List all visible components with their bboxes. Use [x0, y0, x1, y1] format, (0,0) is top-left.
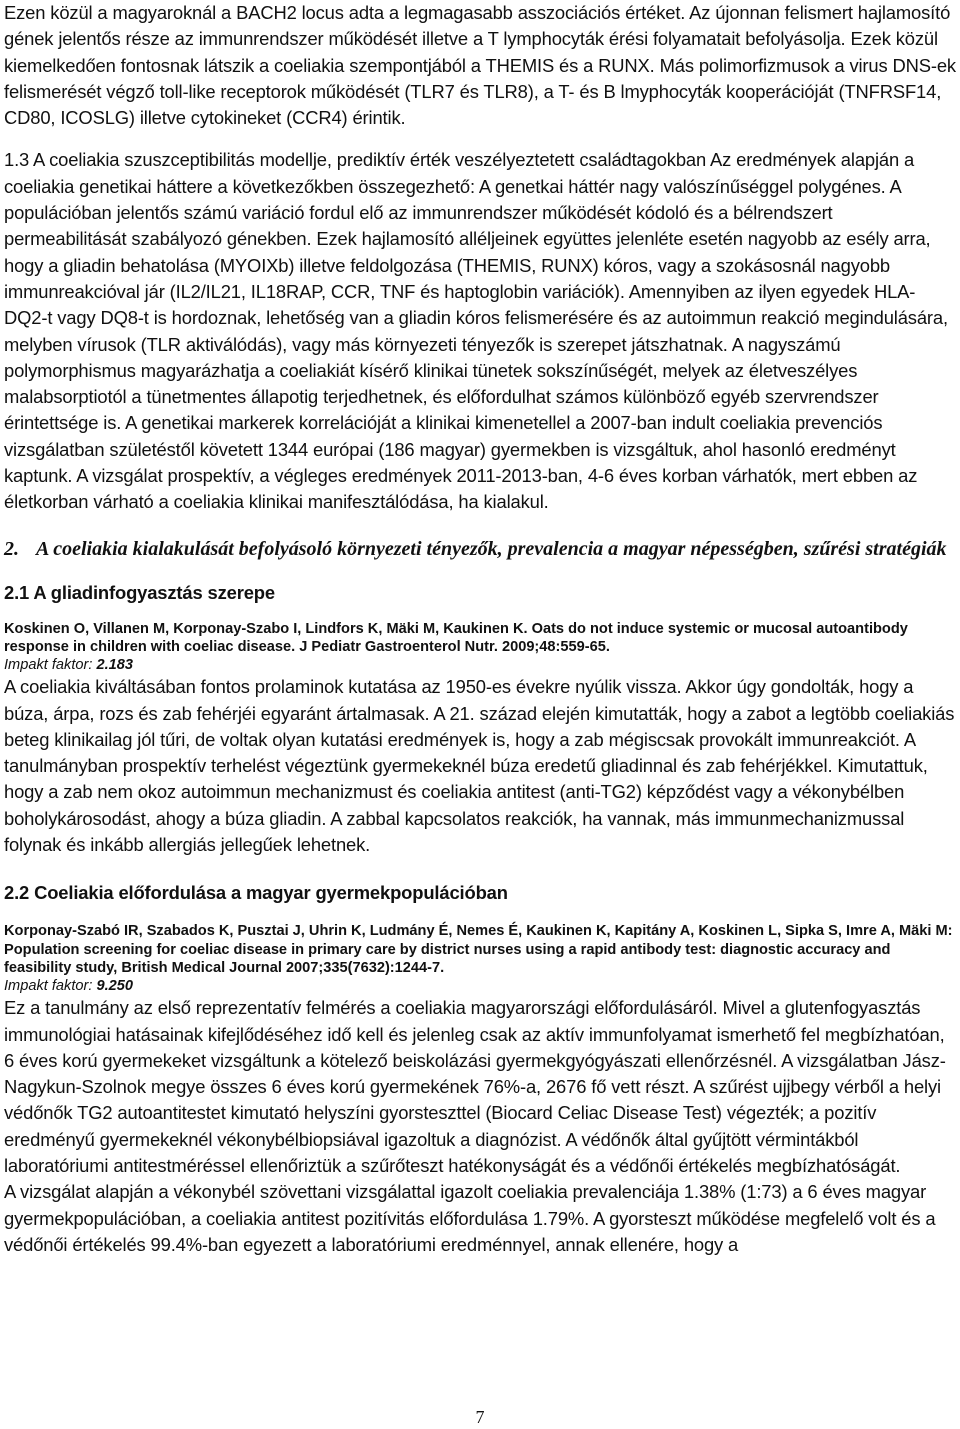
section-2-2-heading: 2.2 Coeliakia előfordulása a magyar gyermekpopulációban — [4, 882, 508, 904]
section-2-2-paragraph-1: Ez a tanulmány az első reprezentatív felmérés a coeliakia magyarországi előfordulásáról. Mivel a glutenfogyasztás immunológiai hatásainak kifejlődéséhez idő kell és jelenleg csak az aktív immunfolyamat ismerhető fel megbízhatóan, 6 éves korú gyermekeket vizsgáltunk a kötelező beiskolázási gyermekgyógyászati ellenőrzésnél. A vizsgálatban Jász-Nagykun-Szolnok megye összes 6 éves korú gyermekének 76%-a, 2676 fő vett részt. A szűrést ujjbegy vérből a helyi védőnők TG2 autoantitestet kimutató helyszíni gyorsteszttel (Biocard Celiac Disease Test) végezték; a pozitív eredményű gyermekeknél vékonybélbiopsiával igazoltuk a diagnózist. A védőnők által gyűjtött vérmintákból laboratóriumi antitestméréssel ellenőriztük a szűrőteszt hatékonyságát és a védőnői értékelés megbízhatóságát. — [4, 997, 946, 1176]
chapter-2-heading — [4, 534, 956, 564]
chapter-title: A coeliakia kialakulását befolyásoló környezeti tényezők, prevalencia a magyar népességben, szűrési stratégiák — [36, 537, 947, 560]
impact-factor-value: 9.250 — [96, 978, 133, 995]
section-2-1-paragraph: A coeliakia kiváltásában fontos prolaminok kutatása az 1950-es évekre nyúlik vissza. Akkor úgy gondolták, hogy a búza, árpa, rozs és zab fehérjéi egyaránt ártalmasak. A 21. század elején kimutatták, hogy a zabot a legtöbb coeliakiás beteg klinikailag jól tűri, de voltak olyan kutatási eredmények is, hogy a zab mégiscsak provokált immunreakciót. A tanulmányban prospektív terhelést végeztünk gyermekeknél búza eredetű gliadinnal és zab fehérjékkel. Kimutattuk, hogy a zab nem okoz autoimmun mechanizmust és coeliakia antitest (anti-TG2) képződést vagy a vékonybélben boholykárosodást, ahogy a búza gliadin. A zabbal kapcsolatos reakciók, ha vannak, más immunmechanizmussal folynak és inkább allergiás jellegűek lehetnek. — [4, 676, 955, 856]
intro-paragraph: Ezen közül a magyaroknál a BACH2 locus adta a legmagasabb asszociációs értéket. Az újonnan felismert hajlamosító gének jelentős része az immunrendszer működését illetve a T lymphocyták érési folyamatait befolyásolja. Ezek közül kiemelkedően fontosnak látszik a coeliakia szempontjából a THEMIS és a RUNX. Más polimorfizmusok a virus DNS-ek felismerését végző toll-like receptorok működését (TLR7 és TLR8), a T- és B lmyphocyták kooperációját (TNFRSF14, CD80, ICOSLG) illetve cytokineket (CCR4) érintik. — [4, 2, 956, 129]
impact-factor-label: Impakt faktor: — [4, 657, 97, 674]
section-1-3-paragraph: 1.3 A coeliakia szuszceptibilitás modellje, prediktív érték veszélyeztetett családtagokban Az eredmények alapján a coeliakia genetikai háttere a következőkben összegezhető: A genetkai háttér nagy valószínűséggel polygénes. A populációban jelentős számú variáció fordul elő az immunrendszer működését kódoló és a bélrendszert permeabilitását szabályozó génekben. Ezek hajlamosító alléljeinek együttes jelenléte esetén nagyobb az esély arra, hogy a gliadin behatolása (MYOIXb) illetve feldolgozása (THEMIS, RUNX) kóros, vagy a szokásosnál nagyobb immunreakcióval jár (IL2/IL21, IL18RAP, CCR, TNF és haptoglobin variációk). Amennyiben az ilyen egyedek HLA-DQ2-t vagy DQ8-t is hordoznak, lehetőség van a gliadin kóros felismerésére és az autoimmun reakció megindulására, melyben vírusok (TLR aktiválódás), vagy más környezeti tényezők is szerepet játszhatnak. A nagyszámú polymorphismus magyarázhatja a coeliakiát kísérő klinikai tünetek sokszínűségét, melyek az életveszélyes malabsorptiotól a tünetmentes állapotig terjedhetnek, és előfordulhat számos különböző egyéb szervrendszer érintettsége is. A genetikai markerek korrelációját a klinikai kimenetellel a 2007-ban indult coeliakia prevenciós vizsgálatban születéstől követett 1344 európai (186 magyar) gyermekben is vizsgáltuk, ahol hasonló eredményt kaptunk. A vizsgálat prospektív, a végleges eredmények 2011-2013-ban, 4-6 éves korban várhatók, mert ebben az életkorban várható a coeliakia klinikai manifesztálódása, ha kialakul. — [4, 149, 948, 513]
page-number: 7 — [475, 1407, 485, 1427]
impact-factor-value: 2.183 — [96, 657, 133, 674]
impact-factor-label: Impakt faktor: — [4, 978, 97, 995]
document-page — [4, 0, 956, 1258]
section-2-1-heading: 2.1 A gliadinfogyasztás szerepe — [4, 581, 275, 603]
section-2-2-citation: Korponay-Szabó IR, Szabados K, Pusztai J, Uhrin K, Ludmány É, Nemes É, Kaukinen K, Kapitány A, Koskinen L, Sipka S, Imre A, Mäki M: Population screening for coeliac disease in primary care by district nurses using a rapid antibody test: diagnostic accuracy and feasibility study, British Medical Journal 2007;335(7632):1244-7. — [4, 923, 953, 976]
chapter-number: 2. — [4, 537, 19, 560]
section-2-1-impact-factor — [4, 656, 956, 674]
section-2-2-impact-factor — [4, 977, 956, 995]
section-2-2-paragraph-2: A vizsgálat alapján a vékonybél szövettani vizsgálattal igazolt coeliakia prevalenciája 1.38% (1:73) a 6 éves magyar gyermekpopulációban, a coeliakia antitest pozitívitás előfordulása 1.79%. A gyorsteszt működése megfelelő volt és a védőnői értékelés 99.4%-ban egyezett a laboratóriumi eredménnyel, annak ellenére, hogy a — [4, 1181, 936, 1255]
section-2-1-citation: Koskinen O, Villanen M, Korponay-Szabo I, Lindfors K, Mäki M, Kaukinen K. Oats do not induce systemic or mucosal autoantibody response in children with coeliac disease. J Pediatr Gastroenterol Nutr. 2009;48:559-65. — [4, 620, 908, 655]
